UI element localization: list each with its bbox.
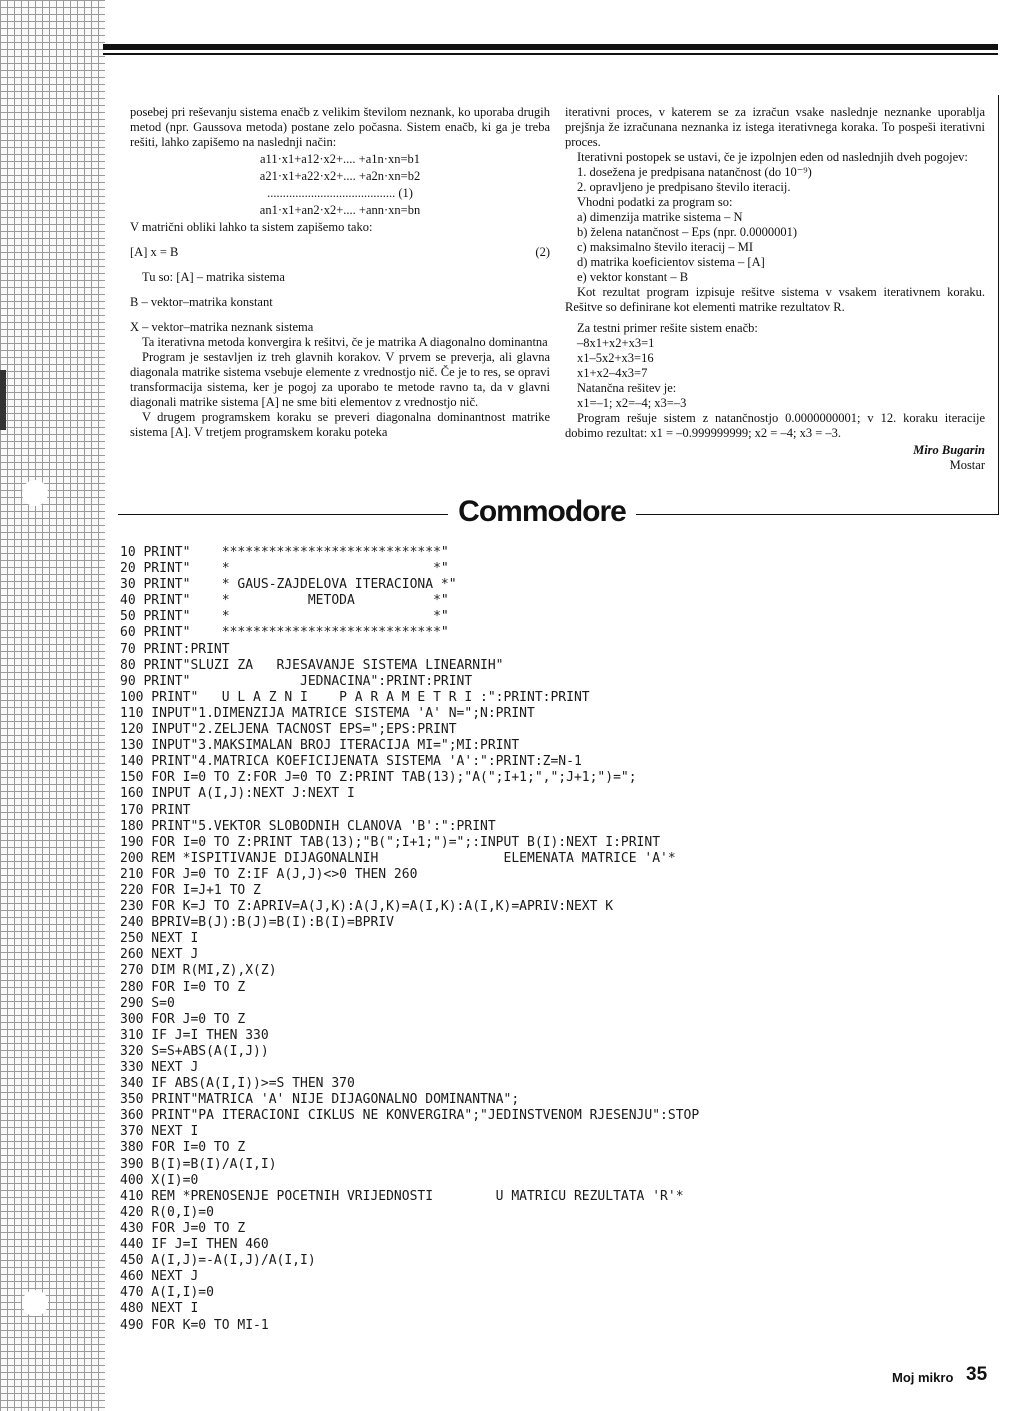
code-line: 100 PRINT" U L A Z N I P A R A M E T R I :":PRINT:PRINT: [120, 689, 590, 705]
code-line: 40 PRINT" * METODA *": [120, 593, 449, 609]
separator-line: [636, 514, 998, 515]
list-item: d) matrika koeficientov sistema – [A]: [577, 255, 765, 269]
header-rule: [103, 44, 998, 50]
paragraph: B – vektor–matrika konstant: [130, 295, 273, 309]
paragraph: Program je sestavljen iz treh glavnih korakov. V prvem se preverja, ali glavna diagonala matrike sistema vsebuje elemente z vrednostjo nič. Če je to res, se opravi transformacija sistema, ker je pogoj za uporabo te metode ravno ta, da v glavni diagonali matrike sistema [A] ne sme biti elementov z vrednostjo nič.: [130, 350, 550, 409]
code-line: 10 PRINT" ****************************": [120, 545, 449, 560]
code-line: 70 PRINT:PRINT: [120, 641, 230, 657]
equation: a11·x1+a12·x2+.... +a1n·xn=b1: [260, 152, 420, 166]
code-line: 90 PRINT" JEDNACINA":PRINT:PRINT: [120, 673, 473, 689]
article-box: [118, 95, 999, 515]
code-line: 310 IF J=I THEN 330: [120, 1027, 269, 1043]
basic-program-listing: [120, 545, 980, 1334]
code-line: 480 NEXT I: [120, 1301, 199, 1317]
code-line: 440 IF J=I THEN 460: [120, 1237, 269, 1253]
code-line: 80 PRINT"SLUZI ZA RJESAVANJE SISTEMA LINEARNIH": [120, 657, 504, 673]
equation-number: (2): [535, 245, 550, 259]
list-item: a) dimenzija matrike sistema – N: [577, 210, 743, 224]
code-line: 450 A(I,J)=-A(I,J)/A(I,I): [120, 1253, 316, 1269]
equation: x1+x2–4x3=7: [577, 366, 648, 380]
author-name: Miro Bugarin: [913, 443, 985, 457]
code-line: 130 INPUT"3.MAKSIMALAN BROJ ITERACIJA MI=";MI:PRINT: [120, 738, 520, 754]
code-line: 220 FOR I=J+1 TO Z: [120, 882, 261, 898]
code-line: 390 B(I)=B(I)/A(I,I): [120, 1156, 277, 1172]
paragraph: Ta iterativna metoda konvergira k rešitvi, če je matrika A diagonalno dominantna: [142, 335, 548, 349]
paragraph: V matrični obliki lahko ta sistem zapišemo tako:: [130, 220, 373, 234]
code-line: 140 PRINT"4.MATRICA KOEFICIJENATA SISTEMA 'A':":PRINT:Z=N-1: [120, 754, 582, 770]
code-line: 210 FOR J=0 TO Z:IF A(J,J)<>0 THEN 260: [120, 866, 418, 882]
equation-dots: ......................................... (1): [267, 186, 413, 200]
list-item: 1. doseženа je predpisana natančnost (do 10⁻⁹): [577, 165, 812, 179]
code-line: 50 PRINT" * *": [120, 609, 449, 625]
edge-mark: [0, 370, 6, 430]
equation: x1–5x2+x3=16: [577, 351, 654, 365]
equation: x1=–1; x2=–4; x3=–3: [577, 396, 687, 410]
code-line: 240 BPRIV=B(J):B(J)=B(I):B(I)=BPRIV: [120, 915, 394, 931]
code-line: 380 FOR I=0 TO Z: [120, 1140, 246, 1156]
matrix-equation-text: [A] x = B: [130, 245, 179, 259]
code-line: 180 PRINT"5.VEKTOR SLOBODNIH CLANOVA 'B':":PRINT: [120, 818, 496, 834]
code-line: 20 PRINT" * *": [120, 561, 449, 577]
code-line: 300 FOR J=0 TO Z: [120, 1011, 246, 1027]
list-item: c) maksimalno število iteracij – MI: [577, 240, 753, 254]
paragraph: X – vektor–matrika neznank sistema: [130, 320, 314, 334]
paragraph: Program rešuje sistem z natančnostjo 0.0000000001; v 12. koraku iteracije dobimo rezultat: x1 = –0.999999999; x2 = –4; x3 = –3.: [565, 411, 985, 440]
punch-hole: [22, 1290, 48, 1316]
equation: –8x1+x2+x3=1: [577, 336, 655, 350]
code-line: 120 INPUT"2.ZELJENA TACNOST EPS=";EPS:PRINT: [120, 722, 457, 738]
page-number: 35: [966, 1364, 988, 1385]
list-item: 2. opravljeno je predpisano število iteracij.: [577, 180, 791, 194]
code-line: 160 INPUT A(I,J):NEXT J:NEXT I: [120, 786, 355, 802]
publication-name: Moj mikro: [892, 1370, 954, 1385]
author-location: Mostar: [949, 458, 985, 472]
code-line: 260 NEXT J: [120, 947, 199, 963]
code-line: 490 FOR K=0 TO MI-1: [120, 1317, 269, 1333]
paragraph: iterativni proces, v katerem se za izračun vsake naslednje neznanke uporablja prejšnja že izračunana neznanka iz istega iterativnega koraka. To pospeši iterativni proces.: [565, 105, 985, 149]
separator-line: [118, 514, 448, 515]
code-line: 60 PRINT" ****************************": [120, 625, 449, 641]
binder-grid-strip: [0, 0, 105, 1411]
list-item: e) vektor konstant – B: [577, 270, 689, 284]
paragraph: Za testni primer rešite sistem enačb:: [577, 321, 758, 335]
code-line: 110 INPUT"1.DIMENZIJA MATRICE SISTEMA 'A' N=";N:PRINT: [120, 705, 535, 721]
code-line: 330 NEXT J: [120, 1060, 199, 1075]
code-line: 430 FOR J=0 TO Z: [120, 1220, 246, 1236]
matrix-equation: [130, 245, 550, 260]
code-line: 200 REM *ISPITIVANJE DIJAGONALNIH ELEMENATA MATRICE 'A'*: [120, 850, 676, 866]
paragraph: Natančna rešitev je:: [577, 381, 677, 395]
code-line: 400 X(I)=0: [120, 1172, 199, 1188]
code-line: 190 FOR I=0 TO Z:PRINT TAB(13);"B(";I+1;")=";:INPUT B(I):NEXT I:PRINT: [120, 834, 661, 850]
paragraph: Tu so: [A] – matrika sistema: [142, 270, 285, 284]
commodore-logo: Commodore: [450, 495, 634, 529]
paragraph: Kot rezultat program izpisuje rešitve sistema v vsakem iterativnem koraku. Rešitve so definirane kot elementi matrike rezultatov R.: [565, 285, 985, 314]
code-line: 270 DIM R(MI,Z),X(Z): [120, 963, 277, 979]
code-line: 320 S=S+ABS(A(I,J)): [120, 1043, 269, 1059]
code-line: 360 PRINT"PA ITERACIONI CIKLUS NE KONVERGIRA";"JEDINSTVENOM RJESENJU":STOP: [120, 1108, 700, 1124]
paragraph: posebej pri reševanju sistema enačb z velikim številom neznank, ko uporaba drugih metod (npr. Gaussova metoda) postane zelo počasna. Sistem enačb, ki ga je treba rešiti, lahko zapišemo na naslednji način:: [130, 105, 550, 149]
code-line: 150 FOR I=0 TO Z:FOR J=0 TO Z:PRINT TAB(13);"A(";I+1;",";J+1;")=";: [120, 770, 637, 786]
paragraph: V drugem programskem koraku se preveri diagonalna dominantnost matrike sistema [A]. V tretjem programskem koraku poteka: [130, 410, 550, 439]
paragraph: Vhodni podatki za program so:: [577, 195, 733, 209]
code-line: 470 A(I,I)=0: [120, 1285, 214, 1301]
code-line: 350 PRINT"MATRICA 'A' NIJE DIJAGONALNO DOMINANTNA";: [120, 1092, 520, 1108]
brand-separator: [118, 495, 998, 535]
code-line: 230 FOR K=J TO Z:APRIV=A(J,K):A(J,K)=A(I,K):A(I,K)=APRIV:NEXT K: [120, 899, 614, 915]
code-line: 280 FOR I=0 TO Z: [120, 979, 246, 995]
code-line: 370 NEXT I: [120, 1124, 199, 1140]
article-left-column: [130, 105, 550, 440]
equation: an1·x1+an2·x2+.... +ann·xn=bn: [259, 203, 421, 217]
code-line: 340 IF ABS(A(I,I))>=S THEN 370: [120, 1076, 355, 1092]
equation: a21·x1+a22·x2+.... +a2n·xn=b2: [259, 169, 421, 183]
code-line: 410 REM *PRENOSENJE POCETNIH VRIJEDNOSTI U MATRICU REZULTATA 'R'*: [120, 1188, 684, 1204]
paragraph: Iterativni postopek se ustavi, če je izpolnjen eden od naslednjih dveh pogojev:: [577, 150, 968, 164]
punch-hole: [22, 480, 48, 506]
code-line: 420 R(0,I)=0: [120, 1204, 214, 1220]
code-line: 460 NEXT J: [120, 1269, 199, 1285]
list-item: b) želena natančnost – Eps (npr. 0.0000001): [577, 225, 798, 239]
header-rule-thin: [103, 53, 998, 55]
article-right-column: [565, 105, 985, 473]
code-line: 250 NEXT I: [120, 931, 199, 947]
code-line: 30 PRINT" * GAUS-ZAJDELOVA ITERACIONA *": [120, 577, 457, 593]
code-line: 290 S=0: [120, 995, 175, 1011]
code-line: 170 PRINT: [120, 802, 191, 818]
